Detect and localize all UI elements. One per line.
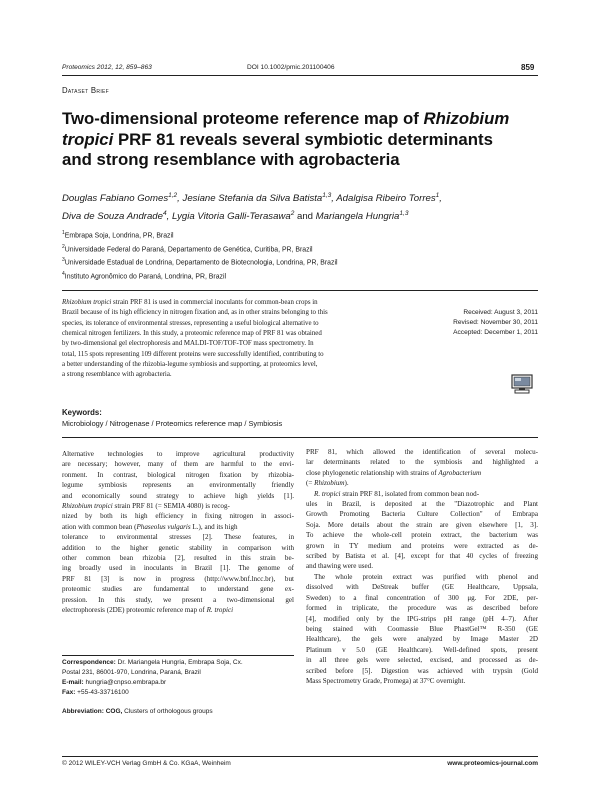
- correspondence-label: Correspondence:: [62, 659, 116, 666]
- body-text: Platinum v 5.0 (GE Healthcare). Well-defined spots, present: [306, 645, 538, 654]
- body-text: strain PRF 81, isolated from common bean nod-: [340, 489, 480, 498]
- journal-website-link[interactable]: www.proteomics-journal.com: [447, 760, 538, 767]
- body-text: strain PRF 81 (= SEMIA 4080) is recog-: [112, 502, 230, 511]
- body-text-italic: Rhizobium: [314, 479, 345, 488]
- abstract-text: by two-dimensional gel electrophoresis and MALDI-TOF/TOF-TOF mass spectrometry. In: [62, 340, 314, 348]
- journal-citation: Proteomics 2012, 12, 859–863: [62, 64, 152, 71]
- body-text: ation with common bean (: [62, 522, 137, 531]
- title-text-italic: tropici: [62, 129, 114, 149]
- separator: ,: [439, 193, 442, 205]
- body-text: Soja. More details about the strain are given elsewhere [1, 3].: [306, 520, 538, 529]
- accepted-date: Accepted: December 1, 2011: [453, 329, 538, 337]
- separator: ,: [166, 211, 172, 223]
- author-affil: 2: [290, 209, 295, 217]
- body-text: Mass Spectrometry Grade, Promega) at 37°C overnight.: [306, 676, 466, 685]
- title-text: Two-dimensional proteome reference map of: [62, 109, 424, 128]
- body-text: The whole protein extract was purified with phenol and: [314, 572, 538, 581]
- body-text: L.), and its high: [190, 522, 238, 531]
- affiliation-text: Embrapa Soja, Londrina, PR, Brazil: [64, 232, 174, 240]
- body-text: grown in TY medium and proteins were extracted as de-: [306, 541, 538, 550]
- author-name: Mariangela Hungria: [315, 211, 400, 223]
- affiliation-num: 3: [62, 257, 65, 264]
- abbreviation-term: COG,: [103, 707, 123, 715]
- affiliation-num: 4: [62, 271, 65, 278]
- correspondence-text: Postal 231, 86001-970, Londrina, Paraná, Brazil: [62, 668, 201, 676]
- body-text: (=: [306, 479, 315, 488]
- correspondence-footnote: [62, 658, 294, 717]
- author-affil: 1,3: [399, 209, 409, 217]
- revised-date: Revised: November 30, 2011: [453, 319, 538, 327]
- body-text: legume symbiosis represents an environmentally friendly: [62, 481, 294, 490]
- body-text: ).: [344, 479, 349, 488]
- body-text: scribed before [5]. Digestion was achieved with trypsin (Gold: [306, 666, 538, 675]
- footnote-rule: [62, 655, 294, 656]
- affiliation-num: 2: [62, 243, 65, 250]
- body-text: are necessary; however, many of them are harmful to the envi-: [62, 460, 294, 469]
- author-affil: 4: [162, 209, 167, 217]
- fax-label: Fax:: [62, 688, 76, 696]
- affiliation-num: 1: [62, 230, 65, 236]
- separator: ,: [177, 193, 183, 205]
- keywords-list: Microbiology / Nitrogenase / Proteomics reference map / Symbiosis: [62, 419, 283, 428]
- affiliation-text: Instituto Agronômico do Paraná, Londrina, PR, Brazil: [64, 273, 227, 281]
- affiliation-text: Universidade Estadual de Londrina, Departamento de Biotecnologia, Londrina, PR, Brazil: [64, 259, 338, 267]
- author-name: Jesiane Stefania da Silva Batista: [182, 193, 323, 205]
- article-title: [62, 109, 542, 171]
- abstract-text: chemical nitrogen fertilizers. In this study, a proteomic reference map of PRF 81 was obtained: [62, 330, 322, 338]
- body-text: electrophoresis (2DE) proteomic reference map of: [62, 606, 207, 615]
- body-text: nized by both its high efficiency in fixing nitrogen in associ-: [62, 512, 294, 521]
- author-name: Adalgisa Ribeiro Torres: [336, 193, 436, 205]
- article-dates: [438, 308, 538, 339]
- body-text: ing broadly used in inoculants in Brazil [1]. The genome of: [62, 564, 294, 573]
- body-text: [4], modified only by the IPG-strips pH range (pH 4–7). After: [306, 614, 538, 623]
- keywords-heading: Keywords:: [62, 408, 102, 417]
- title-text: PRF 81 reveals several symbiotic determinants: [113, 129, 493, 149]
- abbreviation-label: Abbreviation:: [62, 707, 104, 715]
- abstract-text: strain PRF 81 is used in commercial inoculants for common-bean crops in: [111, 299, 318, 306]
- header-rule: [62, 75, 538, 76]
- abstract-text: total, 115 spots representing 109 different proteins were successfully identified, contributing to: [62, 350, 324, 358]
- body-text: PRF 81, which allowed the identification of several molecu-: [306, 448, 538, 456]
- author-affil: 1,3: [322, 192, 332, 199]
- abstract-text: a better understanding of the rhizobia-legume symbiosis and supporting, at proteomics level,: [62, 361, 318, 369]
- separator: and: [294, 211, 316, 223]
- author-name: Diva de Souza Andrade: [62, 211, 163, 223]
- body-text: dissolved with DeStreak buffer (GE Healthcare, Uppsala,: [306, 583, 538, 592]
- footer-rule: [62, 756, 538, 757]
- affiliation-item: [62, 255, 338, 269]
- abstract-rule: [62, 290, 538, 291]
- abstract-text: species, its tolerance of environmental stresses, representing a useful biological alternative to: [62, 319, 319, 327]
- copyright-notice: © 2012 WILEY-VCH Verlag GmbH & Co. KGaA, Weinheim: [62, 760, 231, 767]
- abbreviation-text: Clusters of orthologous groups: [122, 707, 213, 715]
- body-text: in all three gels were selected, excised, and processed as de-: [306, 656, 538, 665]
- body-text: PRF 81 [3] is now in progress (http://www.bnf.lncc.br), but: [62, 574, 294, 583]
- body-text: and economically sound strategy to achieve high yields [1].: [62, 491, 294, 500]
- author-affil: 1,2: [168, 192, 178, 199]
- affiliation-text: Universidade Federal do Paraná, Departamento de Genética, Curitiba, PR, Brazil: [64, 246, 313, 253]
- section-label: Dataset Brief: [62, 86, 109, 95]
- keywords-rule: [62, 437, 538, 438]
- body-text: Healthcare), the gels were analyzed by Image Master 2D: [306, 635, 538, 644]
- body-text: close phylogenetic relationship with strains of: [306, 468, 439, 477]
- body-text: formed in triplicate, the procedure was as described before: [306, 604, 538, 613]
- abstract-text-italic: Rhizobium tropici: [62, 299, 112, 306]
- body-text: Sweden) to a final concentration of 300 μg. For 2DE, per-: [306, 593, 538, 602]
- body-text-italic: R. tropici: [314, 489, 341, 498]
- body-text-italic: Agrobacterium: [438, 468, 482, 477]
- body-text-italic: Phaseolus vulgaris: [136, 522, 191, 531]
- body-text: lar determinants related to the symbiosis and highlighted a: [306, 458, 538, 467]
- body-column-right: [306, 447, 538, 686]
- email-link[interactable]: hungria@cnpso.embrapa.br: [83, 678, 167, 686]
- doi-link[interactable]: DOI 10.1002/pmic.201100406: [247, 64, 335, 71]
- body-text: addition to the higher genetic stability in comparison with: [62, 543, 294, 552]
- body-text: ules in Brazil, is deposited at the "Diazotrophic and Plant: [306, 500, 538, 509]
- abstract-text: Brazil because of its high efficiency in nitrogen fixation and, as in other strains belonging to this: [62, 309, 328, 317]
- affiliation-list: [62, 228, 338, 283]
- separator: ,: [331, 193, 337, 205]
- body-text: being stained with Coomassie Blue PhastGel™ R-350 (GE: [306, 624, 538, 633]
- author-name: Lygia Vitoria Galli-Terasawa: [171, 211, 291, 223]
- title-text-italic: Rhizobium: [423, 109, 510, 128]
- title-text: and strong resemblance with agrobacteria: [62, 150, 400, 169]
- computer-monitor-icon[interactable]: [511, 374, 533, 394]
- affiliation-item: [62, 228, 338, 242]
- body-text: proteomic studies are fundamental to understand gene ex-: [62, 585, 294, 594]
- body-text: pression. In this study, we present a two-dimensional gel: [62, 595, 294, 604]
- body-text: Growth Promoting Bacteria Culture Collection" of Embrapa: [306, 510, 538, 519]
- body-text-italic: Rhizobium tropici: [62, 502, 113, 511]
- body-text-italic: R. tropici: [206, 606, 234, 615]
- affiliation-item: [62, 242, 338, 256]
- computer-monitor-icon-svg: [511, 374, 533, 394]
- body-column-left: [62, 449, 294, 616]
- author-name: Douglas Fabiano Gomes: [62, 193, 169, 205]
- abstract: [62, 298, 412, 381]
- fax-number: +55-43-33716100: [75, 688, 129, 696]
- abstract-text: a strong resemblance with agrobacteria.: [62, 371, 172, 379]
- body-text: tolerance to environmental stresses [2]. These features, in: [62, 533, 294, 542]
- author-affil: 1: [435, 192, 440, 199]
- received-date: Received: August 3, 2011: [463, 309, 538, 316]
- correspondence-text: Dr. Mariangela Hungria, Embrapa Soja, Cx.: [115, 659, 243, 666]
- body-text: Alternative technologies to improve agricultural productivity: [62, 450, 294, 458]
- page-number: 859: [521, 63, 535, 72]
- body-text: other common bean rhizobia [2], resulted in this strain be-: [62, 554, 294, 563]
- body-text: To achieve the whole-cell protein extract, the bacterium was: [306, 531, 538, 540]
- body-text: scribed by Batista et al. [4], except for that 40 cycles of freezing: [306, 552, 538, 561]
- body-text: ronment. In contrast, biological nitrogen fixation by rhizobia-: [62, 470, 294, 479]
- email-label: E-mail:: [62, 678, 84, 686]
- affiliation-item: [62, 269, 338, 283]
- body-text: and thawing were used.: [306, 562, 373, 571]
- author-list: [62, 189, 542, 225]
